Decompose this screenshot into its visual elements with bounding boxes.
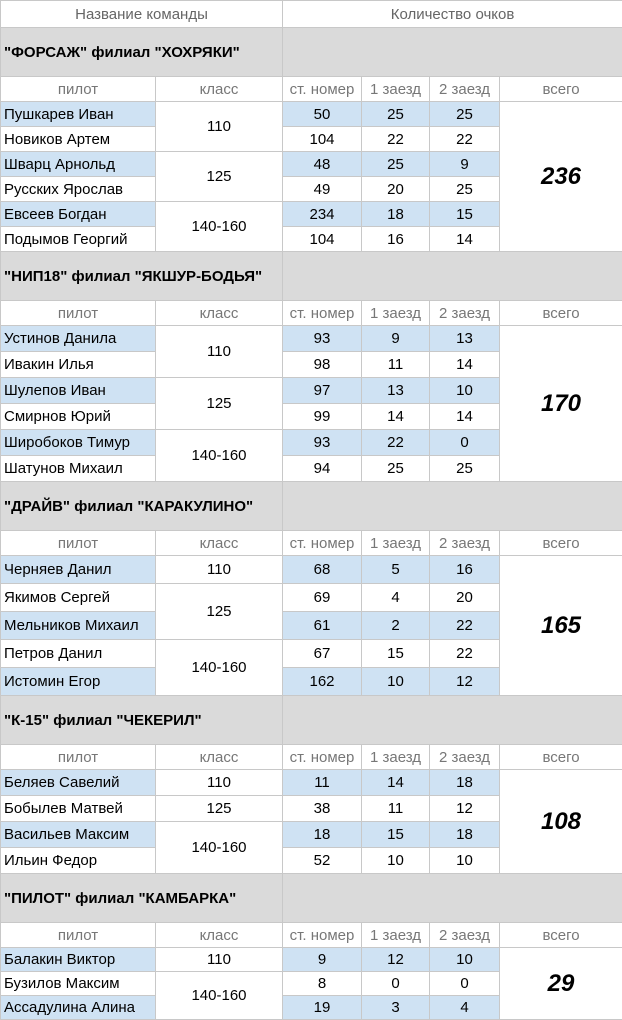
pilot-name: Балакин Виктор [1,948,156,972]
pilot-name: Истомин Егор [1,668,156,696]
team-title-filler [283,482,622,531]
start-number: 48 [283,152,362,177]
pilot-name: Ивакин Илья [1,352,156,378]
column-header-row [1,77,622,102]
pilot-name: Шатунов Михаил [1,456,156,482]
col-header-race1: 1 заезд [362,531,430,556]
race-2-points: 25 [430,177,500,202]
col-header-class: класс [156,77,283,102]
pilot-name: Бузилов Максим [1,972,156,996]
team-name: "ФОРСАЖ" филиал "ХОХРЯКИ" [1,28,283,77]
race-1-points: 14 [362,404,430,430]
race-1-points: 2 [362,612,430,640]
race-2-points: 20 [430,584,500,612]
col-header-number: ст. номер [283,531,362,556]
col-header-number: ст. номер [283,923,362,948]
pilot-name: Пушкарев Иван [1,102,156,127]
col-header-race2: 2 заезд [430,77,500,102]
col-header-pilot: пилот [1,531,156,556]
pilot-row [1,770,622,796]
pilot-name: Широбоков Тимур [1,430,156,456]
pilot-name: Подымов Георгий [1,227,156,252]
race-2-points: 22 [430,127,500,152]
col-header-race1: 1 заезд [362,301,430,326]
race-2-points: 10 [430,378,500,404]
pilot-class: 110 [156,102,283,152]
col-header-total: всего [500,923,622,948]
start-number: 49 [283,177,362,202]
pilot-row [1,948,622,972]
race-2-points: 25 [430,456,500,482]
race-2-points: 14 [430,352,500,378]
race-2-points: 14 [430,404,500,430]
race-1-points: 15 [362,640,430,668]
team-name: "ПИЛОТ" филиал "КАМБАРКА" [1,874,283,923]
team-name-header: Название команды [1,1,283,28]
race-2-points: 15 [430,202,500,227]
race-2-points: 12 [430,796,500,822]
race-2-points: 0 [430,972,500,996]
col-header-class: класс [156,301,283,326]
team-total: 29 [500,948,622,1020]
pilot-class: 140-160 [156,430,283,482]
race-1-points: 25 [362,102,430,127]
team-title-filler [283,28,622,77]
col-header-race1: 1 заезд [362,923,430,948]
race-1-points: 10 [362,668,430,696]
pilot-name: Шулепов Иван [1,378,156,404]
start-number: 38 [283,796,362,822]
col-header-pilot: пилот [1,923,156,948]
start-number: 52 [283,848,362,874]
pilot-name: Беляев Савелий [1,770,156,796]
col-header-race2: 2 заезд [430,745,500,770]
race-1-points: 0 [362,972,430,996]
start-number: 162 [283,668,362,696]
pilot-class: 140-160 [156,972,283,1020]
pilot-row [1,102,622,127]
race-1-points: 14 [362,770,430,796]
col-header-race2: 2 заезд [430,923,500,948]
race-1-points: 25 [362,456,430,482]
pilot-class: 140-160 [156,640,283,696]
pilot-name: Васильев Максим [1,822,156,848]
start-number: 69 [283,584,362,612]
pilot-name: Петров Данил [1,640,156,668]
race-1-points: 5 [362,556,430,584]
team-total: 170 [500,326,622,482]
pilot-name: Евсеев Богдан [1,202,156,227]
pilot-name: Ильин Федор [1,848,156,874]
col-header-pilot: пилот [1,301,156,326]
start-number: 67 [283,640,362,668]
col-header-race1: 1 заезд [362,77,430,102]
column-header-row [1,301,622,326]
race-2-points: 10 [430,848,500,874]
col-header-number: ст. номер [283,77,362,102]
start-number: 94 [283,456,362,482]
team-title-filler [283,252,622,301]
race-2-points: 4 [430,996,500,1020]
pilot-class: 140-160 [156,822,283,874]
start-number: 18 [283,822,362,848]
start-number: 97 [283,378,362,404]
race-2-points: 9 [430,152,500,177]
start-number: 234 [283,202,362,227]
pilot-name: Мельников Михаил [1,612,156,640]
pilot-class: 110 [156,770,283,796]
race-1-points: 10 [362,848,430,874]
col-header-class: класс [156,923,283,948]
pilot-class: 125 [156,584,283,640]
team-title-row [1,874,622,923]
col-header-total: всего [500,745,622,770]
pilot-name: Шварц Арнольд [1,152,156,177]
race-2-points: 0 [430,430,500,456]
start-number: 11 [283,770,362,796]
top-header-row [1,1,622,28]
race-2-points: 18 [430,770,500,796]
race-1-points: 9 [362,326,430,352]
race-2-points: 18 [430,822,500,848]
team-title-row [1,28,622,77]
team-name: "НИП18" филиал "ЯКШУР-БОДЬЯ" [1,252,283,301]
team-title-row [1,252,622,301]
start-number: 93 [283,326,362,352]
race-2-points: 25 [430,102,500,127]
col-header-total: всего [500,301,622,326]
race-2-points: 12 [430,668,500,696]
col-header-number: ст. номер [283,745,362,770]
pilot-name: Ассадулина Алина [1,996,156,1020]
pilot-name: Смирнов Юрий [1,404,156,430]
race-1-points: 12 [362,948,430,972]
race-2-points: 10 [430,948,500,972]
pilot-class: 125 [156,152,283,202]
col-header-total: всего [500,531,622,556]
col-header-race2: 2 заезд [430,301,500,326]
start-number: 9 [283,948,362,972]
team-total: 108 [500,770,622,874]
race-1-points: 3 [362,996,430,1020]
points-header: Количество очков [283,1,622,28]
pilot-class: 140-160 [156,202,283,252]
pilot-name: Русских Ярослав [1,177,156,202]
start-number: 50 [283,102,362,127]
pilot-class: 110 [156,326,283,378]
team-title-row [1,482,622,531]
pilot-row [1,326,622,352]
pilot-name: Черняев Данил [1,556,156,584]
col-header-total: всего [500,77,622,102]
start-number: 93 [283,430,362,456]
team-total: 236 [500,102,622,252]
start-number: 99 [283,404,362,430]
team-name: "К-15" филиал "ЧЕКЕРИЛ" [1,696,283,745]
race-1-points: 15 [362,822,430,848]
column-header-row [1,923,622,948]
start-number: 98 [283,352,362,378]
column-header-row [1,745,622,770]
race-1-points: 25 [362,152,430,177]
start-number: 19 [283,996,362,1020]
race-1-points: 11 [362,352,430,378]
race-1-points: 4 [362,584,430,612]
race-1-points: 20 [362,177,430,202]
start-number: 8 [283,972,362,996]
pilot-name: Новиков Артем [1,127,156,152]
pilot-name: Бобылев Матвей [1,796,156,822]
col-header-pilot: пилот [1,77,156,102]
col-header-pilot: пилот [1,745,156,770]
pilot-name: Устинов Данила [1,326,156,352]
col-header-race2: 2 заезд [430,531,500,556]
race-1-points: 18 [362,202,430,227]
pilot-class: 125 [156,378,283,430]
start-number: 104 [283,227,362,252]
pilot-name: Якимов Сергей [1,584,156,612]
team-title-filler [283,874,622,923]
race-1-points: 13 [362,378,430,404]
team-total: 165 [500,556,622,696]
col-header-race1: 1 заезд [362,745,430,770]
race-1-points: 22 [362,430,430,456]
race-2-points: 22 [430,612,500,640]
pilot-row [1,556,622,584]
col-header-class: класс [156,531,283,556]
race-2-points: 22 [430,640,500,668]
start-number: 68 [283,556,362,584]
col-header-class: класс [156,745,283,770]
race-2-points: 13 [430,326,500,352]
team-title-row [1,696,622,745]
pilot-class: 110 [156,556,283,584]
race-1-points: 16 [362,227,430,252]
team-title-filler [283,696,622,745]
pilot-class: 125 [156,796,283,822]
col-header-number: ст. номер [283,301,362,326]
start-number: 61 [283,612,362,640]
start-number: 104 [283,127,362,152]
pilot-class: 110 [156,948,283,972]
race-1-points: 11 [362,796,430,822]
race-1-points: 22 [362,127,430,152]
team-name: "ДРАЙВ" филиал "КАРАКУЛИНО" [1,482,283,531]
race-2-points: 16 [430,556,500,584]
race-2-points: 14 [430,227,500,252]
column-header-row [1,531,622,556]
